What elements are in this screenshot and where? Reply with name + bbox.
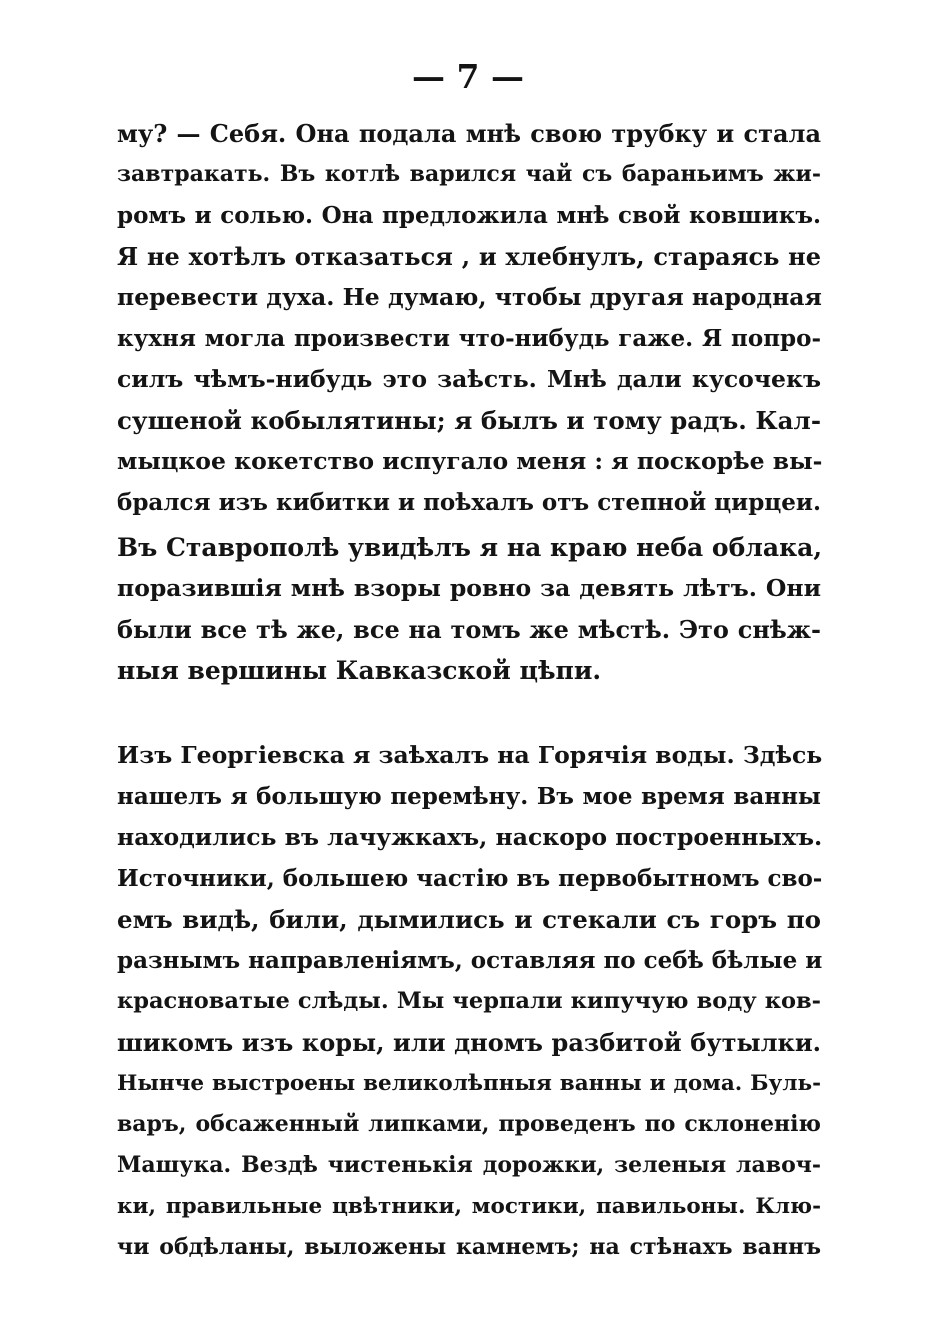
text-line: брался изъ кибитки и поѣхалъ отъ степной цирцеи. bbox=[117, 489, 821, 516]
text-line: варъ, обсаженный липками, проведенъ по склоненію bbox=[117, 1111, 821, 1137]
text-line: мыцкое кокетство испугало меня : я поскорѣе вы- bbox=[117, 447, 823, 475]
text-line: му? — Себя. Она подала мнѣ свою трубку и стала bbox=[117, 119, 821, 148]
text-line: были все тѣ же, все на томъ же мѣстѣ. Это снѣж- bbox=[117, 615, 821, 644]
text-line: емъ видѣ, били, дымились и стекали съ горъ по bbox=[117, 905, 821, 934]
text-line: разнымъ направленіямъ, оставляя по себѣ бѣлые и bbox=[117, 947, 823, 974]
text-line: силъ чѣмъ-нибудь это заѣсть. Мнѣ дали кусочекъ bbox=[117, 365, 821, 393]
text-line: Источники, большею частію въ первобытномъ сво- bbox=[117, 865, 823, 892]
text-line: Въ Ставрополѣ увидѣлъ я на краю неба облака, bbox=[117, 533, 823, 562]
text-line: поразившія мнѣ взоры ровно за девять лѣтъ. Они bbox=[117, 574, 821, 602]
text-line: Машука. Вездѣ чистенькія дорожки, зеленыя лавоч- bbox=[117, 1152, 821, 1178]
text-line: Изъ Георгіевска я заѣхалъ на Горячія воды. Здѣсь bbox=[117, 741, 823, 769]
text-line: ки, правильные цвѣтники, мостики, павильоны. Клю- bbox=[117, 1194, 821, 1219]
text-line: ромъ и солью. Она предложила мнѣ свой ковшикъ. bbox=[117, 202, 821, 229]
text-line: Нынче выстроены великолѣпныя ванны и дома. Буль- bbox=[117, 1071, 821, 1096]
text-line: Я не хотѣлъ отказаться , и хлебнулъ, стараясь не bbox=[117, 242, 821, 271]
text-line: перевести духа. Не думаю, чтобы другая народная bbox=[117, 283, 822, 311]
page-number: — 7 — bbox=[412, 57, 524, 96]
text-line: находились въ лачужкахъ, наскоро построенныхъ. bbox=[117, 823, 823, 851]
text-line: шикомъ изъ коры, или дномъ разбитой бутылки. bbox=[117, 1028, 821, 1057]
text-line: кухня могла произвести что-нибудь гаже. Я попро- bbox=[117, 325, 821, 352]
text-line: сушеной кобылятины; я былъ и тому радъ. Кал- bbox=[117, 406, 821, 435]
text-line: красноватые слѣды. Мы черпали кипучую воду ков- bbox=[117, 988, 821, 1014]
text-line: нашелъ я большую перемѣну. Въ мое время ванны bbox=[117, 783, 821, 810]
text-line: ныя вершины Кавказской цѣпи. bbox=[117, 656, 602, 685]
text-line: завтракать. Въ котлѣ варился чай съ бараньимъ жи- bbox=[117, 161, 821, 187]
text-line: чи обдѣланы, выложены камнемъ; на стѣнахъ ваннъ bbox=[117, 1234, 821, 1260]
